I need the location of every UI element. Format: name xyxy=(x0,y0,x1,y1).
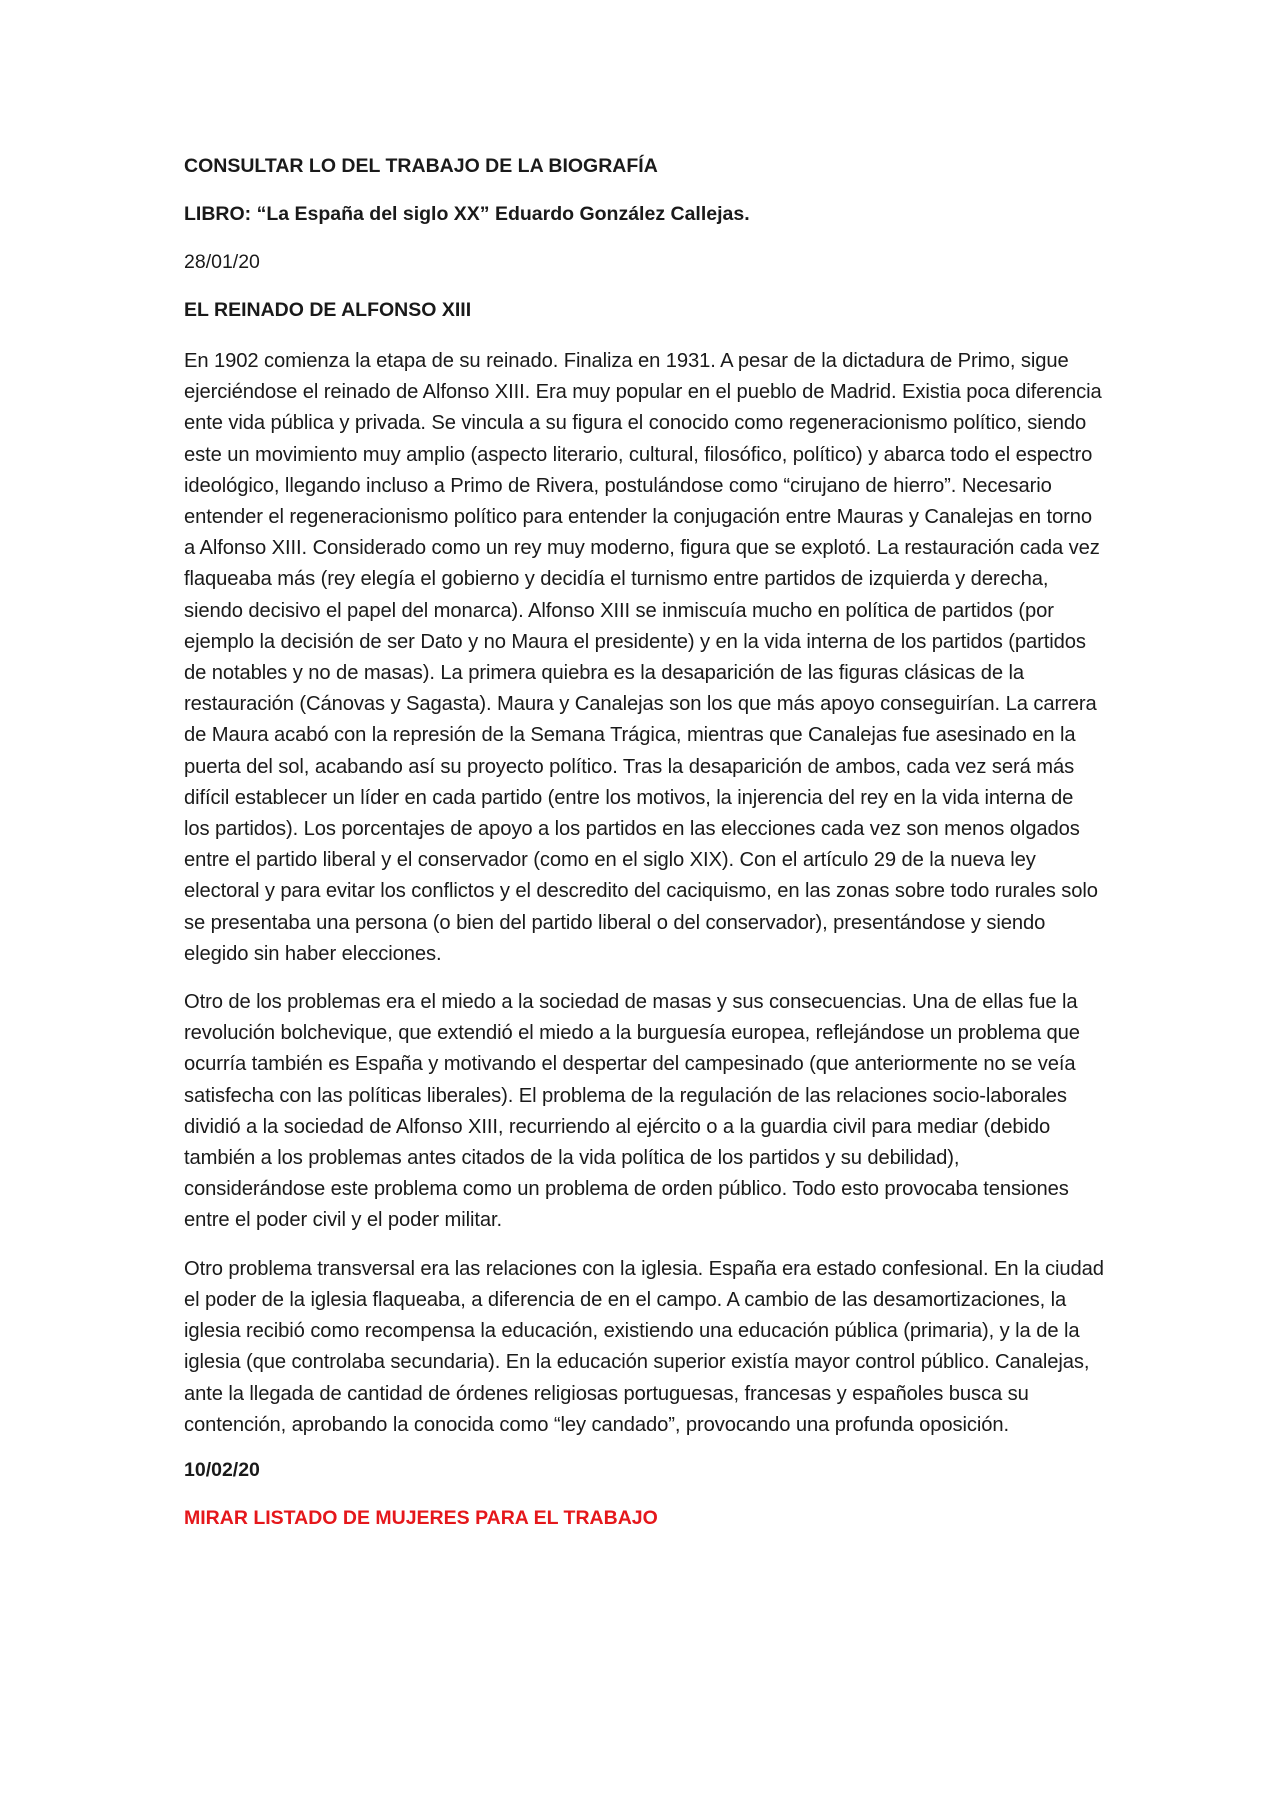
document-page xyxy=(184,154,1104,1530)
date-entry-1: 28/01/20 xyxy=(184,251,260,273)
book-reference: LIBRO: “La España del siglo XX” Eduardo González Callejas. xyxy=(184,203,750,225)
paragraph-2: Otro de los problemas era el miedo a la sociedad de masas y sus consecuencias. Una de ellas fue la revolución bolchevique, que extendió el miedo a la burguesía europea, reflejándose un problema que ocurría también es España y motivando el despertar del campesinado (que anteriormente no se veía satisfecha con las políticas liberales). El problema de la regulación de las relaciones socio-laborales dividió a la sociedad de Alfonso XIII, recurriendo al ejército o a la guardia civil para mediar (debido también a los problemas antes citados de la vida política de los partidos y su debilidad), considerándose este problema como un problema de orden público. Todo esto provocaba tensiones entre el poder civil y el poder militar. xyxy=(184,991,1080,1232)
paragraph-3: Otro problema transversal era las relaciones con la iglesia. España era estado confesional. En la ciudad el poder de la iglesia flaqueaba, a diferencia de en el campo. A cambio de las desamortizaciones, la iglesia recibió como recompensa la educación, existiendo una educación pública (primaria), y la de la iglesia (que controlaba secundaria). En la educación superior existía mayor control público. Canalejas, ante la llegada de cantidad de órdenes religiosas portuguesas, francesas y españoles busca su contención, aprobando la conocida como “ley candado”, provocando una profunda oposición. xyxy=(184,1257,1104,1436)
section-title: EL REINADO DE ALFONSO XIII xyxy=(184,299,472,321)
paragraph-1: En 1902 comienza la etapa de su reinado. Finaliza en 1931. A pesar de la dictadura de Primo, sigue ejerciéndose el reinado de Alfonso XIII. Era muy popular en el pueblo de Madrid. Existia poca diferencia ente vida pública y privada. Se vincula a su figura el conocido como regeneracionismo político, siendo este un movimiento muy amplio (aspecto literario, cultural, filosófico, político) y abarca todo el espectro ideológico, llegando incluso a Primo de Rivera, postulándose como “cirujano de hierro”. Necesario entender el regeneracionismo político para entender la conjugación entre Mauras y Canalejas en torno a Alfonso XIII. Considerado como un rey muy moderno, figura que se explotó. La restauración cada vez flaqueaba más (rey elegía el gobierno y decidía el turnismo entre partidos de izquierda y derecha, siendo decisivo el papel del monarca). Alfonso XIII se inmiscuía mucho en política de partidos (por ejemplo la decisión de ser Dato y no Maura el presidente) y en la vida interna de los partidos (partidos de notables y no de masas). La primera quiebra es la desaparición de las figuras clásicas de la restauración (Cánovas y Sagasta). Maura y Canalejas son los que más apoyo conseguirían. La carrera de Maura acabó con la represión de la Semana Trágica, mientras que Canalejas fue asesinado en la puerta del sol, acabando así su proyecto político. Tras la desaparición de ambos, cada vez será más difícil establecer un líder en cada partido (entre los motivos, la injerencia del rey en la vida interna de los partidos). Los porcentajes de apoyo a los partidos en las elecciones cada vez son menos olgados entre el partido liberal y el conservador (como en el siglo XIX). Con el artículo 29 de la nueva ley electoral y para evitar los conflictos y el descredito del caciquismo, en las zonas sobre todo rurales solo se presentaba una persona (o bien del partido liberal o del conservador), presentándose y siendo elegido sin haber elecciones. xyxy=(184,350,1102,965)
header-note: CONSULTAR LO DEL TRABAJO DE LA BIOGRAFÍA xyxy=(184,155,658,177)
date-entry-2: 10/02/20 xyxy=(184,1458,260,1481)
red-note: MIRAR LISTADO DE MUJERES PARA EL TRABAJO xyxy=(184,1506,658,1529)
